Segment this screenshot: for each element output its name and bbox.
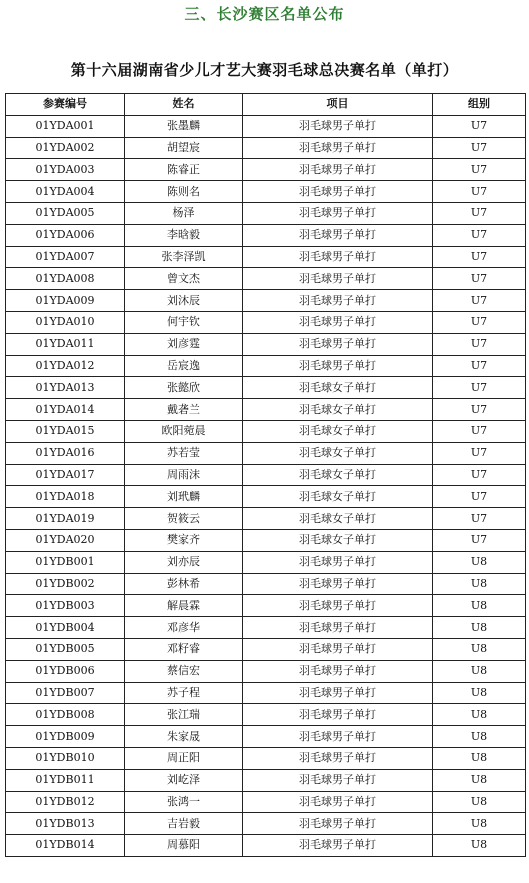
entry-number-cell: 01YDB003 bbox=[6, 595, 125, 617]
entry-number-cell: 01YDA020 bbox=[6, 529, 125, 551]
table-row bbox=[6, 137, 526, 159]
group-cell: U7 bbox=[433, 246, 526, 268]
group-cell: U8 bbox=[433, 835, 526, 857]
entry-number-cell: 01YDA011 bbox=[6, 333, 125, 355]
event-cell: 羽毛球女子单打 bbox=[243, 399, 433, 421]
group-cell: U7 bbox=[433, 202, 526, 224]
name-cell: 张鸿一 bbox=[125, 791, 243, 813]
event-cell: 羽毛球男子单打 bbox=[243, 333, 433, 355]
group-cell: U8 bbox=[433, 595, 526, 617]
name-cell: 周慕阳 bbox=[125, 835, 243, 857]
table-row bbox=[6, 835, 526, 857]
group-cell: U7 bbox=[433, 508, 526, 530]
header-entry-number: 参赛编号 bbox=[6, 94, 125, 116]
name-cell: 樊家齐 bbox=[125, 529, 243, 551]
group-cell: U7 bbox=[433, 377, 526, 399]
name-cell: 张墨麟 bbox=[125, 115, 243, 137]
event-cell: 羽毛球男子单打 bbox=[243, 791, 433, 813]
table-row bbox=[6, 181, 526, 203]
name-cell: 胡望宸 bbox=[125, 137, 243, 159]
table-row bbox=[6, 464, 526, 486]
entry-number-cell: 01YDA019 bbox=[6, 508, 125, 530]
entry-number-cell: 01YDB008 bbox=[6, 704, 125, 726]
entry-number-cell: 01YDB001 bbox=[6, 551, 125, 573]
entry-number-cell: 01YDB009 bbox=[6, 726, 125, 748]
table-row bbox=[6, 202, 526, 224]
table-row bbox=[6, 726, 526, 748]
table-row bbox=[6, 638, 526, 660]
group-cell: U7 bbox=[433, 290, 526, 312]
entry-number-cell: 01YDA009 bbox=[6, 290, 125, 312]
entry-number-cell: 01YDA012 bbox=[6, 355, 125, 377]
event-cell: 羽毛球男子单打 bbox=[243, 660, 433, 682]
event-cell: 羽毛球女子单打 bbox=[243, 377, 433, 399]
name-cell: 刘沐辰 bbox=[125, 290, 243, 312]
table-row bbox=[6, 399, 526, 421]
event-cell: 羽毛球男子单打 bbox=[243, 224, 433, 246]
table-row bbox=[6, 377, 526, 399]
entry-number-cell: 01YDA016 bbox=[6, 442, 125, 464]
group-cell: U7 bbox=[433, 181, 526, 203]
group-cell: U8 bbox=[433, 813, 526, 835]
table-row bbox=[6, 311, 526, 333]
entry-number-cell: 01YDA017 bbox=[6, 464, 125, 486]
entry-number-cell: 01YDA005 bbox=[6, 202, 125, 224]
name-cell: 吉岩毅 bbox=[125, 813, 243, 835]
group-cell: U7 bbox=[433, 420, 526, 442]
section-title: 三、长沙赛区名单公布 bbox=[184, 5, 345, 23]
event-cell: 羽毛球男子单打 bbox=[243, 115, 433, 137]
table-row bbox=[6, 442, 526, 464]
name-cell: 周正阳 bbox=[125, 747, 243, 769]
event-cell: 羽毛球女子单打 bbox=[243, 420, 433, 442]
name-cell: 岳宸逸 bbox=[125, 355, 243, 377]
group-cell: U7 bbox=[433, 486, 526, 508]
name-cell: 朱家晟 bbox=[125, 726, 243, 748]
event-cell: 羽毛球男子单打 bbox=[243, 747, 433, 769]
name-cell: 蔡信宏 bbox=[125, 660, 243, 682]
header-event: 项目 bbox=[243, 94, 433, 116]
event-cell: 羽毛球男子单打 bbox=[243, 355, 433, 377]
name-cell: 陈睿正 bbox=[125, 159, 243, 181]
name-cell: 刘玳麟 bbox=[125, 486, 243, 508]
group-cell: U7 bbox=[433, 159, 526, 181]
table-row bbox=[6, 224, 526, 246]
entry-number-cell: 01YDA001 bbox=[6, 115, 125, 137]
event-cell: 羽毛球女子单打 bbox=[243, 529, 433, 551]
entry-number-cell: 01YDA004 bbox=[6, 181, 125, 203]
name-cell: 刘亦辰 bbox=[125, 551, 243, 573]
table-row bbox=[6, 573, 526, 595]
event-cell: 羽毛球男子单打 bbox=[243, 617, 433, 639]
table-row bbox=[6, 290, 526, 312]
header-name: 姓名 bbox=[125, 94, 243, 116]
entry-number-cell: 01YDB006 bbox=[6, 660, 125, 682]
event-cell: 羽毛球男子单打 bbox=[243, 835, 433, 857]
event-cell: 羽毛球男子单打 bbox=[243, 311, 433, 333]
table-row bbox=[6, 420, 526, 442]
entry-number-cell: 01YDA014 bbox=[6, 399, 125, 421]
table-row bbox=[6, 813, 526, 835]
name-cell: 张江瑞 bbox=[125, 704, 243, 726]
name-cell: 贺筱云 bbox=[125, 508, 243, 530]
name-cell: 曾文杰 bbox=[125, 268, 243, 290]
entry-number-cell: 01YDB011 bbox=[6, 769, 125, 791]
group-cell: U8 bbox=[433, 617, 526, 639]
entry-number-cell: 01YDA003 bbox=[6, 159, 125, 181]
table-row bbox=[6, 115, 526, 137]
name-cell: 刘彦霆 bbox=[125, 333, 243, 355]
table-row bbox=[6, 333, 526, 355]
event-cell: 羽毛球男子单打 bbox=[243, 704, 433, 726]
event-cell: 羽毛球男子单打 bbox=[243, 246, 433, 268]
name-cell: 周雨沫 bbox=[125, 464, 243, 486]
event-cell: 羽毛球女子单打 bbox=[243, 486, 433, 508]
name-cell: 李晗毅 bbox=[125, 224, 243, 246]
entry-number-cell: 01YDA018 bbox=[6, 486, 125, 508]
entry-number-cell: 01YDA010 bbox=[6, 311, 125, 333]
group-cell: U7 bbox=[433, 529, 526, 551]
table-row bbox=[6, 660, 526, 682]
entry-number-cell: 01YDA015 bbox=[6, 420, 125, 442]
group-cell: U7 bbox=[433, 224, 526, 246]
group-cell: U7 bbox=[433, 399, 526, 421]
name-cell: 邓彦华 bbox=[125, 617, 243, 639]
name-cell: 邓籽睿 bbox=[125, 638, 243, 660]
event-cell: 羽毛球男子单打 bbox=[243, 137, 433, 159]
entry-number-cell: 01YDB014 bbox=[6, 835, 125, 857]
header-group: 组别 bbox=[433, 94, 526, 116]
name-cell: 陈则名 bbox=[125, 181, 243, 203]
table-row bbox=[6, 682, 526, 704]
roster-table bbox=[5, 93, 526, 857]
table-row bbox=[6, 508, 526, 530]
group-cell: U7 bbox=[433, 311, 526, 333]
group-cell: U7 bbox=[433, 115, 526, 137]
group-cell: U8 bbox=[433, 573, 526, 595]
name-cell: 苏子程 bbox=[125, 682, 243, 704]
event-cell: 羽毛球男子单打 bbox=[243, 638, 433, 660]
table-header-row bbox=[6, 94, 526, 116]
name-cell: 何宇钦 bbox=[125, 311, 243, 333]
entry-number-cell: 01YDA002 bbox=[6, 137, 125, 159]
entry-number-cell: 01YDA007 bbox=[6, 246, 125, 268]
entry-number-cell: 01YDB013 bbox=[6, 813, 125, 835]
group-cell: U8 bbox=[433, 747, 526, 769]
table-row bbox=[6, 529, 526, 551]
group-cell: U8 bbox=[433, 704, 526, 726]
entry-number-cell: 01YDB010 bbox=[6, 747, 125, 769]
group-cell: U7 bbox=[433, 137, 526, 159]
entry-number-cell: 01YDA008 bbox=[6, 268, 125, 290]
event-cell: 羽毛球男子单打 bbox=[243, 769, 433, 791]
table-row bbox=[6, 769, 526, 791]
group-cell: U7 bbox=[433, 333, 526, 355]
group-cell: U8 bbox=[433, 726, 526, 748]
table-row bbox=[6, 246, 526, 268]
name-cell: 彭林希 bbox=[125, 573, 243, 595]
table-row bbox=[6, 551, 526, 573]
event-cell: 羽毛球男子单打 bbox=[243, 290, 433, 312]
name-cell: 戴砻兰 bbox=[125, 399, 243, 421]
event-cell: 羽毛球女子单打 bbox=[243, 508, 433, 530]
table-row bbox=[6, 747, 526, 769]
event-cell: 羽毛球男子单打 bbox=[243, 726, 433, 748]
event-cell: 羽毛球男子单打 bbox=[243, 202, 433, 224]
table-row bbox=[6, 159, 526, 181]
event-cell: 羽毛球男子单打 bbox=[243, 159, 433, 181]
event-cell: 羽毛球男子单打 bbox=[243, 181, 433, 203]
event-cell: 羽毛球男子单打 bbox=[243, 813, 433, 835]
group-cell: U7 bbox=[433, 464, 526, 486]
table-row bbox=[6, 595, 526, 617]
name-cell: 杨泽 bbox=[125, 202, 243, 224]
event-cell: 羽毛球男子单打 bbox=[243, 595, 433, 617]
group-cell: U8 bbox=[433, 660, 526, 682]
name-cell: 解晨霖 bbox=[125, 595, 243, 617]
name-cell: 张李泽凯 bbox=[125, 246, 243, 268]
event-cell: 羽毛球女子单打 bbox=[243, 464, 433, 486]
event-cell: 羽毛球男子单打 bbox=[243, 268, 433, 290]
entry-number-cell: 01YDB007 bbox=[6, 682, 125, 704]
event-cell: 羽毛球女子单打 bbox=[243, 442, 433, 464]
entry-number-cell: 01YDA013 bbox=[6, 377, 125, 399]
table-row bbox=[6, 486, 526, 508]
event-cell: 羽毛球男子单打 bbox=[243, 573, 433, 595]
entry-number-cell: 01YDA006 bbox=[6, 224, 125, 246]
entry-number-cell: 01YDB012 bbox=[6, 791, 125, 813]
entry-number-cell: 01YDB002 bbox=[6, 573, 125, 595]
event-cell: 羽毛球男子单打 bbox=[243, 682, 433, 704]
name-cell: 刘屹泽 bbox=[125, 769, 243, 791]
group-cell: U8 bbox=[433, 769, 526, 791]
table-row bbox=[6, 617, 526, 639]
table-row bbox=[6, 355, 526, 377]
document-title: 第十六届湖南省少儿才艺大赛羽毛球总决赛名单（单打） bbox=[70, 61, 459, 79]
group-cell: U8 bbox=[433, 551, 526, 573]
table-body bbox=[6, 115, 526, 856]
table-row bbox=[6, 268, 526, 290]
group-cell: U8 bbox=[433, 682, 526, 704]
group-cell: U8 bbox=[433, 638, 526, 660]
group-cell: U7 bbox=[433, 442, 526, 464]
name-cell: 苏若莹 bbox=[125, 442, 243, 464]
name-cell: 欧阳菀晨 bbox=[125, 420, 243, 442]
event-cell: 羽毛球男子单打 bbox=[243, 551, 433, 573]
group-cell: U8 bbox=[433, 791, 526, 813]
table-row bbox=[6, 791, 526, 813]
group-cell: U7 bbox=[433, 355, 526, 377]
group-cell: U7 bbox=[433, 268, 526, 290]
table-row bbox=[6, 704, 526, 726]
entry-number-cell: 01YDB005 bbox=[6, 638, 125, 660]
name-cell: 张懿欣 bbox=[125, 377, 243, 399]
entry-number-cell: 01YDB004 bbox=[6, 617, 125, 639]
